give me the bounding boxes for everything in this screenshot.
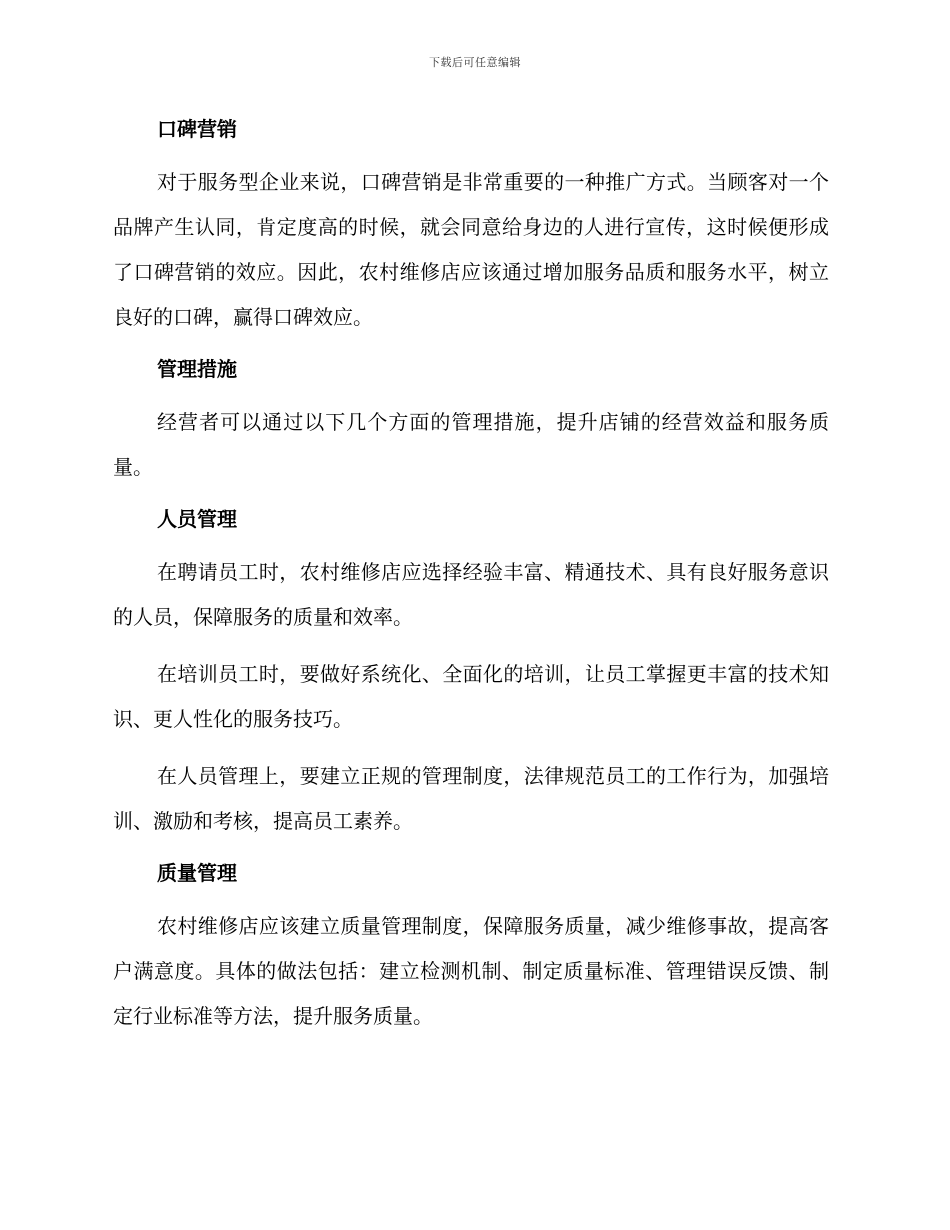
paragraph: 在培训员工时，要做好系统化、全面化的培训，让员工掌握更丰富的技术知识、更人性化的服务技巧。 <box>113 662 829 731</box>
section-heading: 人员管理 <box>157 507 237 531</box>
section-quality-management <box>113 856 829 1039</box>
paragraph: 对于服务型企业来说，口碑营销是非常重要的一种推广方式。当顾客对一个品牌产生认同，肯定度高的时候，就会同意给身边的人进行宣传，这时候便形成了口碑营销的效应。因此，农村维修店应该通过增加服务品质和服务水平，树立良好的口碑，赢得口碑效应。 <box>113 170 829 329</box>
paragraph: 在人员管理上，要建立正规的管理制度，法律规范员工的工作行为，加强培训、激励和考核，提高员工素养。 <box>113 764 829 833</box>
page-header: 下载后可任意编辑 <box>429 56 521 69</box>
document-body <box>113 112 829 1051</box>
section-heading: 口碑营销 <box>157 117 237 141</box>
paragraph: 在聘请员工时，农村维修店应选择经验丰富、精通技术、具有良好服务意识的人员，保障服务的质量和效率。 <box>113 560 829 629</box>
paragraph: 农村维修店应该建立质量管理制度，保障服务质量，减少维修事故，提高客户满意度。具体的做法包括：建立检测机制、制定质量标准、管理错误反馈、制定行业标准等方法，提升服务质量。 <box>113 914 829 1028</box>
section-management-measures <box>113 352 829 490</box>
section-heading: 管理措施 <box>157 357 237 381</box>
paragraph: 经营者可以通过以下几个方面的管理措施，提升店铺的经营效益和服务质量。 <box>113 410 829 479</box>
section-word-of-mouth <box>113 112 829 340</box>
section-personnel-management <box>113 502 829 844</box>
section-heading: 质量管理 <box>157 861 237 885</box>
